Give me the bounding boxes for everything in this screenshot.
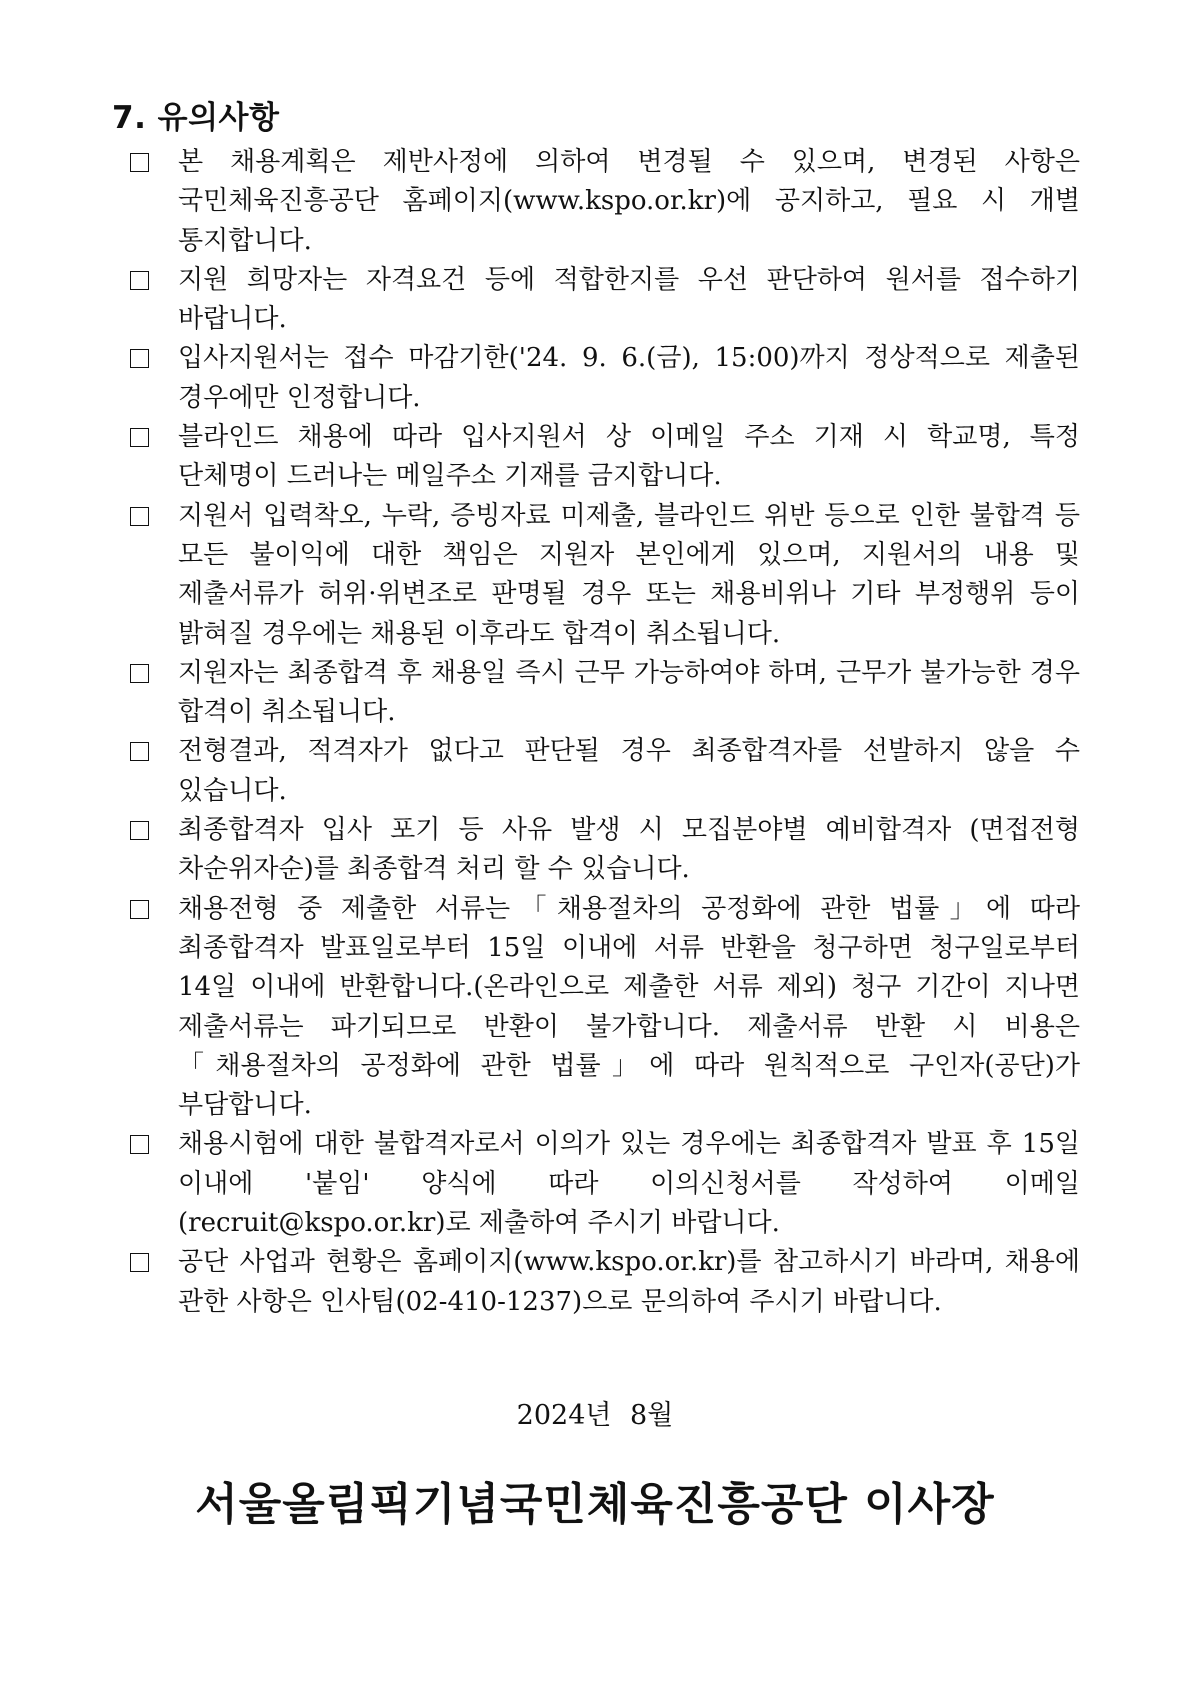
- document-date: 2024년 8월: [516, 1400, 674, 1431]
- section-title: 7. 유의사항: [112, 100, 280, 136]
- notice-item: [128, 732, 1080, 811]
- notice-text: 채용전형 중 제출한 서류는「채용절차의 공정화에 관한 법률」에 따라 최종합격자 발표일로부터 15일 이내에 서류 반환을 청구하면 청구일로부터 14일 이내에 반환합니다.(온라인으로 제출한 서류 제외) 청구 기간이 지나면 제출서류는 파기되므로 반환이 불가합니다. 제출서류 반환 시 비용은「채용절차의 공정화에 관한 법률」에 따라 원칙적으로 구인자(공단)가 부담합니다.: [178, 893, 1080, 1121]
- checkbox-icon: [130, 1253, 149, 1272]
- notice-item: [128, 654, 1080, 733]
- notice-item: [128, 811, 1080, 890]
- notice-text: 최종합격자 입사 포기 등 사유 발생 시 모집분야별 예비합격자 (면접전형 차순위자순)를 최종합격 처리 할 수 있습니다.: [178, 815, 1080, 885]
- checkbox-icon: [130, 349, 149, 368]
- notice-item: [128, 143, 1080, 261]
- notice-item: [128, 1243, 1080, 1322]
- notice-text: 채용시험에 대한 불합격자로서 이의가 있는 경우에는 최종합격자 발표 후 15일 이내에 '붙임' 양식에 따라 이의신청서를 작성하여 이메일(recruit@kspo.or.kr)로 제출하여 주시기 바랍니다.: [178, 1129, 1080, 1239]
- notice-text: 블라인드 채용에 따라 입사지원서 상 이메일 주소 기재 시 학교명, 특정 단체명이 드러나는 메일주소 기재를 금지합니다.: [178, 422, 1080, 492]
- notice-item: [128, 418, 1080, 497]
- checkbox-icon: [130, 742, 149, 761]
- notice-item: [128, 261, 1080, 340]
- checkbox-icon: [130, 153, 149, 172]
- notice-text: 지원자는 최종합격 후 채용일 즉시 근무 가능하여야 하며, 근무가 불가능한 경우 합격이 취소됩니다.: [178, 657, 1080, 728]
- notice-item: [128, 339, 1080, 418]
- checkbox-icon: [130, 428, 149, 447]
- notice-text: 지원 희망자는 자격요건 등에 적합한지를 우선 판단하여 원서를 접수하기 바랍니다.: [178, 264, 1080, 335]
- issuer-signature: 서울올림픽기념국민체육진흥공단 이사장: [195, 1479, 995, 1530]
- checkbox-icon: [130, 664, 149, 683]
- checkbox-icon: [130, 507, 149, 526]
- checkbox-icon: [130, 271, 149, 290]
- notice-text: 입사지원서는 접수 마감기한('24. 9. 6.(금), 15:00)까지 정상적으로 제출된 경우에만 인정합니다.: [178, 343, 1080, 413]
- notice-text: 공단 사업과 현황은 홈페이지(www.kspo.or.kr)를 참고하시기 바라며, 채용에 관한 사항은 인사팀(02-410-1237)으로 문의하여 주시기 바랍니다.: [178, 1247, 1080, 1317]
- checkbox-icon: [130, 900, 149, 919]
- notice-item: [128, 497, 1080, 654]
- notice-item: [128, 890, 1080, 1126]
- checkbox-icon: [130, 1135, 149, 1154]
- notice-text: 본 채용계획은 제반사정에 의하여 변경될 수 있으며, 변경된 사항은 국민체육진흥공단 홈페이지(www.kspo.or.kr)에 공지하고, 필요 시 개별 통지합니다.: [178, 147, 1080, 256]
- notice-list: [128, 143, 1080, 1322]
- checkbox-icon: [130, 821, 149, 840]
- notice-text: 전형결과, 적격자가 없다고 판단될 경우 최종합격자를 선발하지 않을 수 있습니다.: [178, 736, 1080, 806]
- notice-item: [128, 1125, 1080, 1243]
- notice-text: 지원서 입력착오, 누락, 증빙자료 미제출, 블라인드 위반 등으로 인한 불합격 등 모든 불이익에 대한 책임은 지원자 본인에게 있으며, 지원서의 내용 및 제출서류가 허위·위변조로 판명될 경우 또는 채용비위나 기타 부정행위 등이 밝혀질 경우에는 채용된 이후라도 합격이 취소됩니다.: [178, 500, 1080, 649]
